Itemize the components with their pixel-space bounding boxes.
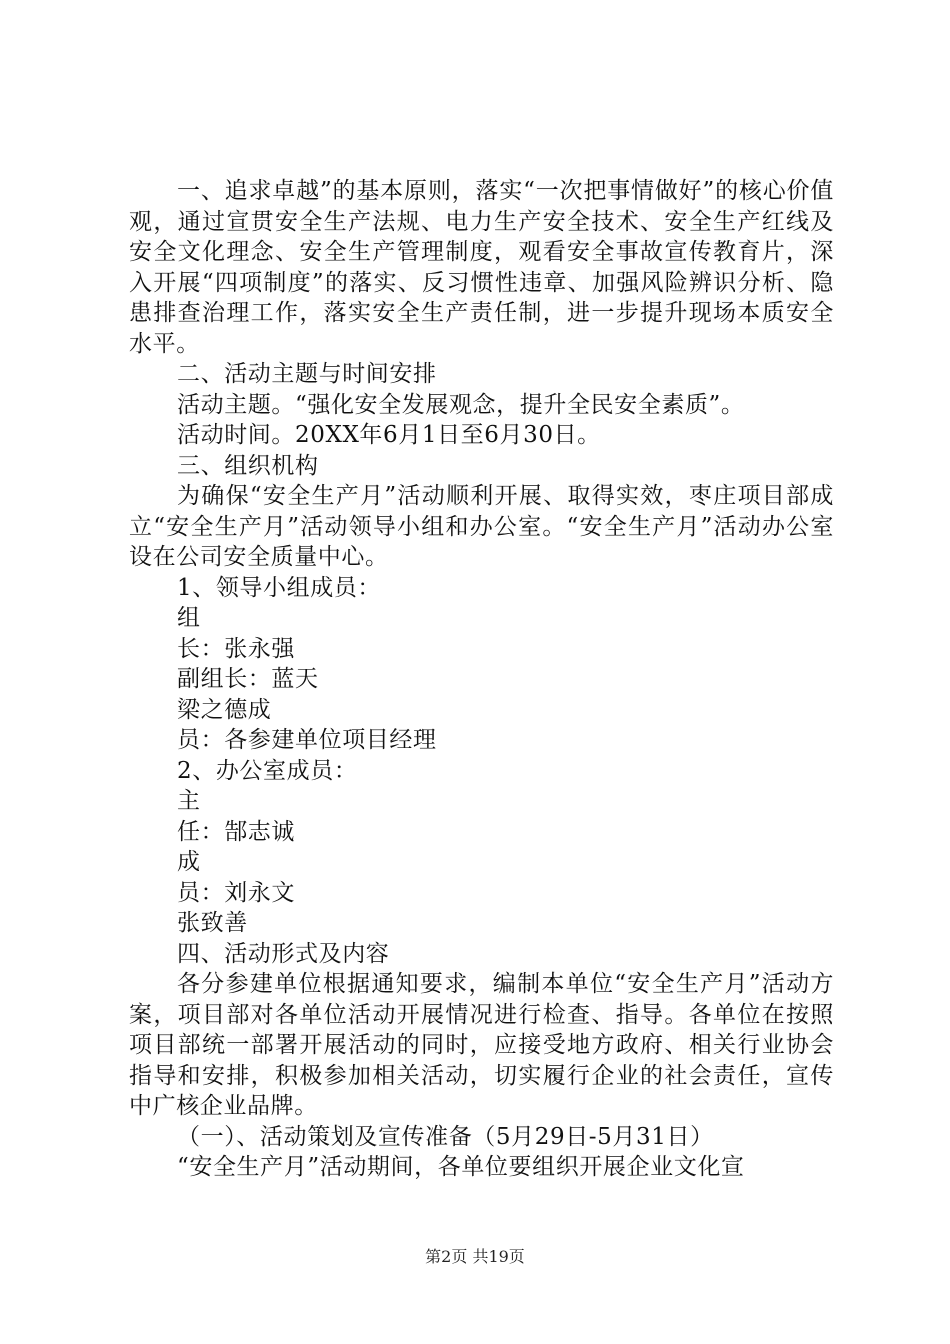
paragraph-time: 活动时间。20XX年6月1日至6月30日。 <box>177 422 601 448</box>
list-item: 任：郜志诚 <box>177 818 295 845</box>
list-item: 张致善 <box>177 910 248 936</box>
heading-organization: 三、组织机构 <box>177 452 319 479</box>
list-item: 梁之德成 <box>177 696 272 723</box>
page-footer: 第2页 共19页 <box>425 1247 525 1266</box>
paragraph-theme: 活动主题。“强化安全发展观念，提升全民安全素质”。 <box>177 391 745 418</box>
subheading-planning: （一）、活动策划及宣传准备（5月29日-5月31日） <box>177 1123 714 1150</box>
list-item: 主 <box>177 788 201 814</box>
document-body <box>129 176 834 1183</box>
list-item: 成 <box>177 849 201 875</box>
paragraph-organization: 为确保“安全生产月”活动顺利开展、取得实效，枣庄项目部成立“安全生产月”活动领导小组和办公室。“安全生产月”活动办公室设在公司安全质量中心。 <box>129 483 834 570</box>
paragraph-activities: 各分参建单位根据通知要求，编制本单位“安全生产月”活动方案，项目部对各单位活动开展情况进行检查、指导。各单位在按照项目部统一部署开展活动的同时，应接受地方政府、相关行业协会指导和安排，积极参加相关活动，切实履行企业的社会责任，宣传中广核企业品牌。 <box>129 971 834 1119</box>
list-item: 员：刘永文 <box>177 879 295 906</box>
list-item: 副组长：蓝天 <box>177 666 319 692</box>
list-item: 长：张永强 <box>177 635 295 662</box>
subheading-office: 2、办公室成员： <box>177 757 358 784</box>
heading-activities: 四、活动形式及内容 <box>177 940 390 967</box>
paragraph-planning: “安全生产月”活动期间，各单位要组织开展企业文化宣 <box>177 1154 745 1180</box>
heading-theme-schedule: 二、活动主题与时间安排 <box>177 361 437 387</box>
list-item: 组 <box>177 605 201 631</box>
paragraph-principles: 一、追求卓越”的基本原则，落实“一次把事情做好”的核心价值观，通过宣贯安全生产法规、电力生产安全技术、安全生产红线及安全文化理念、安全生产管理制度，观看安全事故宣传教育片，深入开展“四项制度”的落实、反习惯性违章、加强风险辨识分析、隐患排查治理工作，落实安全生产责任制，进一步提升现场本质安全水平。 <box>129 178 834 357</box>
list-item: 员：各参建单位项目经理 <box>177 727 437 753</box>
subheading-leaders: 1、领导小组成员： <box>177 574 382 601</box>
